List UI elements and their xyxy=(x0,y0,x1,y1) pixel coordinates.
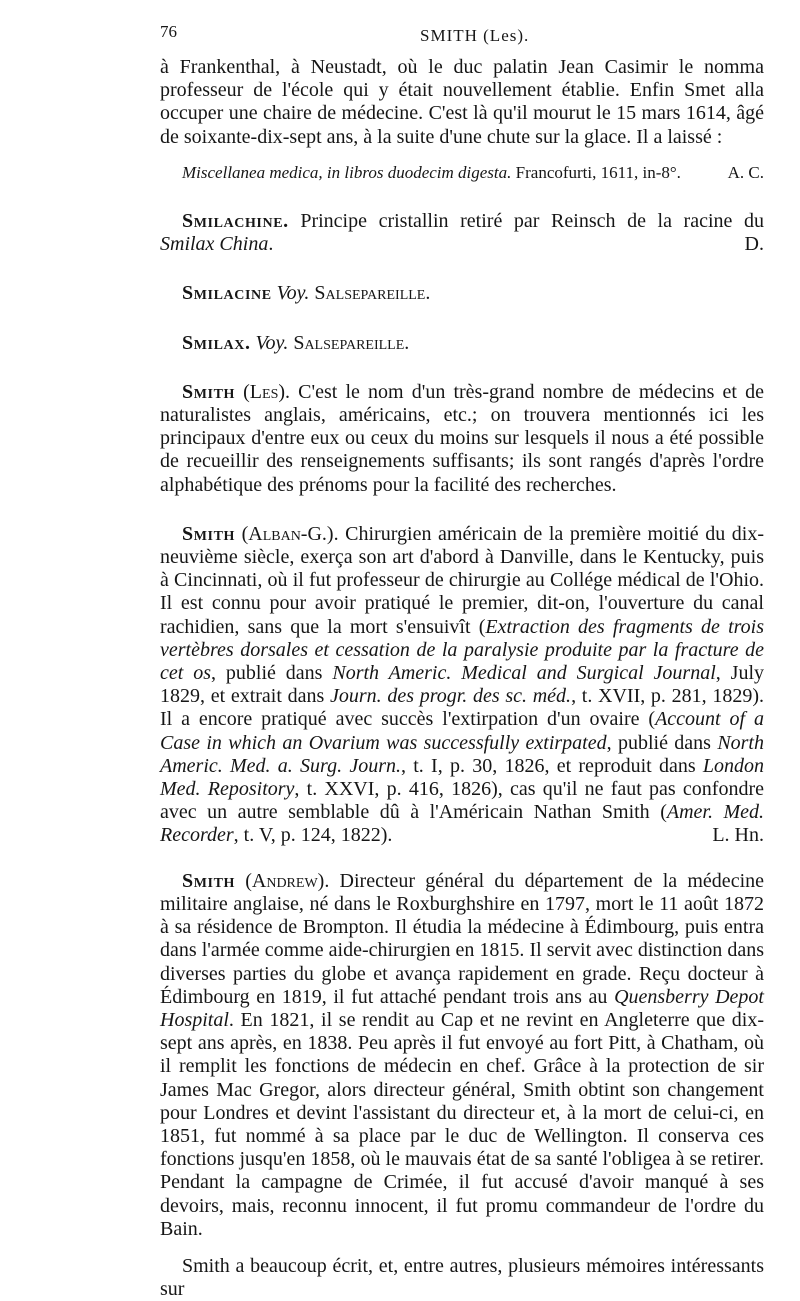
entry-smith-andrew-continuation xyxy=(160,1255,764,1301)
smet-signature: A. C. xyxy=(727,162,764,182)
andrew-text-2: . En 1821, il se rendit au Cap et ne revint en Angleterre que dix-sept ans après, en 1838. Peu après il fut envoyé au fort Pitt, à Chatham, où il remplit les fonctions de médecin en chef. Grâce à la protection de sir James Mac Gregor, alors directeur général, Smith obtint son changement pour Londres et devint l'assistant du directeur et, à la mort de celui-ci, en 1851, fut nommé à sa place par le duc de Wellington. Il conserva ces fonctions jusqu'en 1858, où le mauvais état de sa santé l'obligea à se retirer. Pendant la campagne de Crimée, il fut accusé d'avoir manqué à ses devoirs, mais, reconnu innocent, il fut promu commandeur de l'ordre du Bain. xyxy=(160,1008,764,1240)
smilachine-signature: D. xyxy=(744,233,764,256)
entry-smilachine xyxy=(160,210,764,256)
smith-andrew-name: (Andrew). xyxy=(235,869,330,892)
smilachine-text-a: Principe cristallin retiré par Reinsch de la racine du xyxy=(288,210,764,233)
smilacine-voy: Voy. xyxy=(271,282,315,305)
running-title: SMITH (Les). xyxy=(420,26,530,45)
entry-smith-alban xyxy=(160,523,764,848)
smet-text: à Frankenthal, à Neustadt, où le duc palatin Jean Casimir le nomma professeur de l'école qui y était nouvellement établie. Enfin Smet alla occuper une chaire de médecine. C'est là qu'il mourut le 15 mars 1614, âgé de soixante-dix-sept ans, à la suite d'une chute sur la glace. Il a laissé : xyxy=(160,56,764,148)
alban-text-7: , t. XXVI, p. 416, 1826), cas qu'il ne faut pas confondre avec un autre semblable dû à l'Américain Nathan Smith ( xyxy=(160,778,765,824)
alban-italic-4: Account of a Case in which an Ovarium was successfully extirpated xyxy=(160,708,764,754)
smilachine-text-b: . xyxy=(268,233,274,256)
alban-text-1: Chirurgien américain de la première moitié du dix-neuvième siècle, exerça son art d'abord à Danville, dans le Kentucky, puis à Cincinnati, où il fut professeur de chirurgie au Collége médical de l'Ohio. Il est connu pour avoir pratiqué le premier, dit-on, l'ouverture du canal rachidien, sans que la mort s'ensuivît ( xyxy=(160,522,764,638)
alban-italic-2: North Americ. Medical and Surgical Journal xyxy=(332,662,716,685)
entry-smith-andrew xyxy=(160,870,764,1241)
alban-text-3: , July 1829, et extrait dans xyxy=(160,662,764,708)
smilachine-italic: Smilax China xyxy=(160,233,269,256)
headword-smilacine: Smilacine xyxy=(182,282,272,305)
smilax-voy: Voy. xyxy=(250,331,294,354)
headword-smilax: Smilax. xyxy=(182,331,251,354)
smilacine-ref: Salsepareille. xyxy=(314,282,431,305)
page-body xyxy=(160,56,764,1301)
smet-bibliography xyxy=(160,161,764,184)
andrew-continuation-text: Smith a beaucoup écrit, et, entre autres, plusieurs mémoires intéressants sur xyxy=(160,1254,764,1301)
headword-smith-alban: Smith xyxy=(182,522,236,545)
alban-italic-7: Amer. Med. Recorder xyxy=(160,801,765,847)
alban-text-5: , publié dans xyxy=(606,731,718,754)
smilax-ref: Salsepareille. xyxy=(293,331,410,354)
alban-italic-1: Extraction des fragments de trois vertèbres dorsales et cessation de la paralysie produite par la fracture de cet os xyxy=(160,615,765,685)
smet-bib-title: Miscellanea medica, in libros duodecim digesta. xyxy=(182,162,512,182)
smith-les-parenthetical: (Les). xyxy=(235,380,291,403)
alban-text-4: , t. XVII, p. 281, 1829). Il a encore pratiqué avec succès l'extirpation d'un ovaire ( xyxy=(160,685,764,731)
smet-bib-rest: Francofurti, 1611, in-8°. xyxy=(511,162,681,182)
smith-alban-signature: L. Hn. xyxy=(712,824,764,847)
andrew-text-1: Directeur général du département de la médecine militaire anglaise, né dans le Roxburghshire en 1797, mort le 11 août 1872 à sa résidence de Brompton. Il étudia la médecine à Édimbourg, puis entra dans l'armée comme aide-chirurgien en 1815. Il servit avec distinction dans diverses parties du globe et avança rapidement en grade. Reçu docteur à Édimbourg en 1819, il fut attaché pendant trois ans au xyxy=(160,869,764,1008)
alban-italic-6: London Med. Repository xyxy=(160,754,764,801)
entry-smilax xyxy=(160,332,764,355)
headword-smith-andrew: Smith xyxy=(182,869,236,892)
entry-smet-continuation xyxy=(160,56,764,149)
page-header xyxy=(0,22,800,50)
andrew-italic-1: Quensberry Depot Hospital xyxy=(160,985,764,1031)
headword-smilachine: Smilachine. xyxy=(182,210,289,233)
alban-text-8: , t. V, p. 124, 1822). xyxy=(233,824,393,847)
alban-italic-3: Journ. des progr. des sc. méd. xyxy=(329,685,572,708)
headword-smith-les: Smith xyxy=(182,380,236,403)
smith-les-text: C'est le nom d'un très-grand nombre de médecins et de naturalistes anglais, américains, etc.; on trouvera mentionnés ici les principaux d'entre eux ou ceux du moins sur lesquels il nous a été possible de recueillir des renseignements suffisants; ils sont rangés d'après l'ordre alphabétique des prénoms pour la facilité des recherches. xyxy=(160,380,765,496)
entry-smith-les xyxy=(160,381,764,497)
alban-text-6: , t. I, p. 30, 1826, et reproduit dans xyxy=(401,754,703,777)
smith-alban-name: (Alban-G.). xyxy=(235,522,339,545)
alban-italic-5: North Americ. Med. a. Surg. Journ. xyxy=(160,731,764,777)
page-number: 76 xyxy=(160,22,177,41)
alban-text-2: , publié dans xyxy=(211,662,333,685)
entry-smilacine xyxy=(160,282,764,305)
